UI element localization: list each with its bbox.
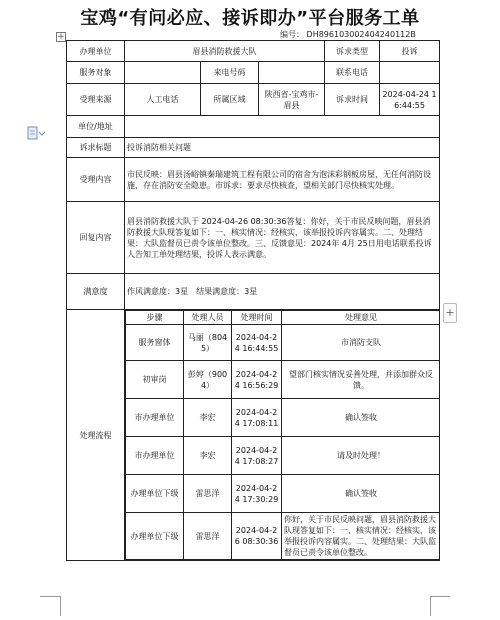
page-title: 宝鸡“有问必应、接诉即办”平台服务工单 — [80, 8, 420, 29]
satisfaction-label: 满意度 — [67, 274, 125, 310]
crop-mark — [430, 596, 431, 616]
process-row — [126, 325, 440, 361]
contact-label: 联系电话 — [325, 62, 380, 84]
process-header-person: 处理人员 — [184, 311, 232, 325]
process-opinion: 请及时处理！ — [282, 437, 440, 475]
process-time: 2024-04-24 17:08:27 — [232, 437, 282, 475]
crop-mark — [60, 596, 61, 616]
process-row — [126, 437, 440, 475]
area-value: 陕西省-宝鸡市-眉县 — [259, 84, 325, 116]
subject-value: 投诉消防相关问题 — [125, 138, 440, 158]
crop-mark — [430, 596, 450, 597]
process-time: 2024-04-26 08:30:36 — [232, 513, 282, 560]
caller-label: 来电号码 — [201, 62, 259, 84]
caller-value — [259, 62, 325, 84]
process-opinion: 望部门核实情况妥善处理，并添加群众反馈。 — [282, 361, 440, 399]
process-row — [126, 399, 440, 437]
satisfaction-value: 作风满意度：3星 结果满意度：3星 — [125, 274, 440, 310]
time-label: 诉求时间 — [325, 84, 380, 116]
plus-icon: + — [445, 306, 455, 319]
process-row — [126, 513, 440, 560]
process-step: 服务窗体 — [126, 325, 184, 361]
process-cell — [125, 310, 440, 561]
order-number: 编号： DH896103002404240112B — [280, 30, 416, 39]
process-opinion: 确认签收 — [282, 475, 440, 513]
process-step: 市办理单位 — [126, 437, 184, 475]
process-row — [126, 475, 440, 513]
process-header-step: 步骤 — [126, 311, 184, 325]
dept-value: 眉县消防救援大队 — [125, 41, 325, 62]
reply-label: 回复内容 — [67, 202, 125, 274]
ticket-form — [66, 40, 440, 561]
process-time: 2024-04-24 17:08:11 — [232, 399, 282, 437]
process-opinion: 确认签收 — [282, 399, 440, 437]
process-person: 雷思洋 — [184, 513, 232, 560]
move-handle-icon[interactable]: + — [57, 32, 65, 42]
type-value: 投诉 — [380, 41, 440, 62]
process-table — [125, 310, 440, 560]
process-person: 雷思洋 — [184, 475, 232, 513]
contact-value — [380, 62, 440, 84]
process-time: 2024-04-24 16:56:29 — [232, 361, 282, 399]
type-label: 诉求类型 — [325, 41, 380, 62]
add-row-button[interactable] — [443, 303, 457, 323]
source-value: 人工电话 — [125, 84, 201, 116]
process-opinion: 你好，关于市民反映问题，眉县消防救援大队现答复如下：一、核实情况：经核实，该举报投诉内容属实。二、处理结果：大队监督员已责令该单位整改。 — [282, 513, 440, 560]
process-opinion: 市消防支队 — [282, 325, 440, 361]
area-label: 所属区域 — [201, 84, 259, 116]
address-label: 单位/地址 — [67, 116, 125, 138]
content-value: 市民反映：眉县汤峪镇秦瑞建筑工程有限公司的宿舍为泡沫彩钢板房屋，无任何消防设施，存在消防安全隐患。市诉求：要求尽快核查，望相关部门尽快核实处理。 — [125, 158, 440, 202]
process-person: 李宏 — [184, 399, 232, 437]
process-person: 李宏 — [184, 437, 232, 475]
target-value — [125, 62, 201, 84]
process-header-opinion: 处理意见 — [282, 311, 440, 325]
process-time: 2024-04-24 16:44:55 — [232, 325, 282, 361]
process-time: 2024-04-24 17:30:29 — [232, 475, 282, 513]
subject-label: 诉求标题 — [67, 138, 125, 158]
content-label: 受理内容 — [67, 158, 125, 202]
process-person: 马丽（8045） — [184, 325, 232, 361]
process-step: 办理单位下级 — [126, 513, 184, 560]
document-icon[interactable] — [27, 126, 45, 140]
process-label: 处理流程 — [67, 310, 125, 561]
target-label: 服务对象 — [67, 62, 125, 84]
process-person: 彭婷（9004） — [184, 361, 232, 399]
address-value — [125, 116, 440, 138]
process-row — [126, 361, 440, 399]
reply-value: 眉县消防救援大队于 2024-04-26 08:30:36答复：你好，关于市民反映问题，眉县消防救援大队现答复如下：一、核实情况：经核实，该举报投诉内容属实。二、处理结果：大队监督员已责令该单位整改。三、反馈意见：2024年 4月 25日用电话联系投诉人告知工单处理结果，投诉人表示满意。 — [125, 202, 440, 274]
process-step: 初审岗 — [126, 361, 184, 399]
dept-label: 办理单位 — [67, 41, 125, 62]
time-value: 2024-04-24 16:44:55 — [380, 84, 440, 116]
process-step: 市办理单位 — [126, 399, 184, 437]
source-label: 受理来源 — [67, 84, 125, 116]
process-header-time: 处理时间 — [232, 311, 282, 325]
crop-mark — [40, 596, 60, 597]
process-step: 办理单位下级 — [126, 475, 184, 513]
